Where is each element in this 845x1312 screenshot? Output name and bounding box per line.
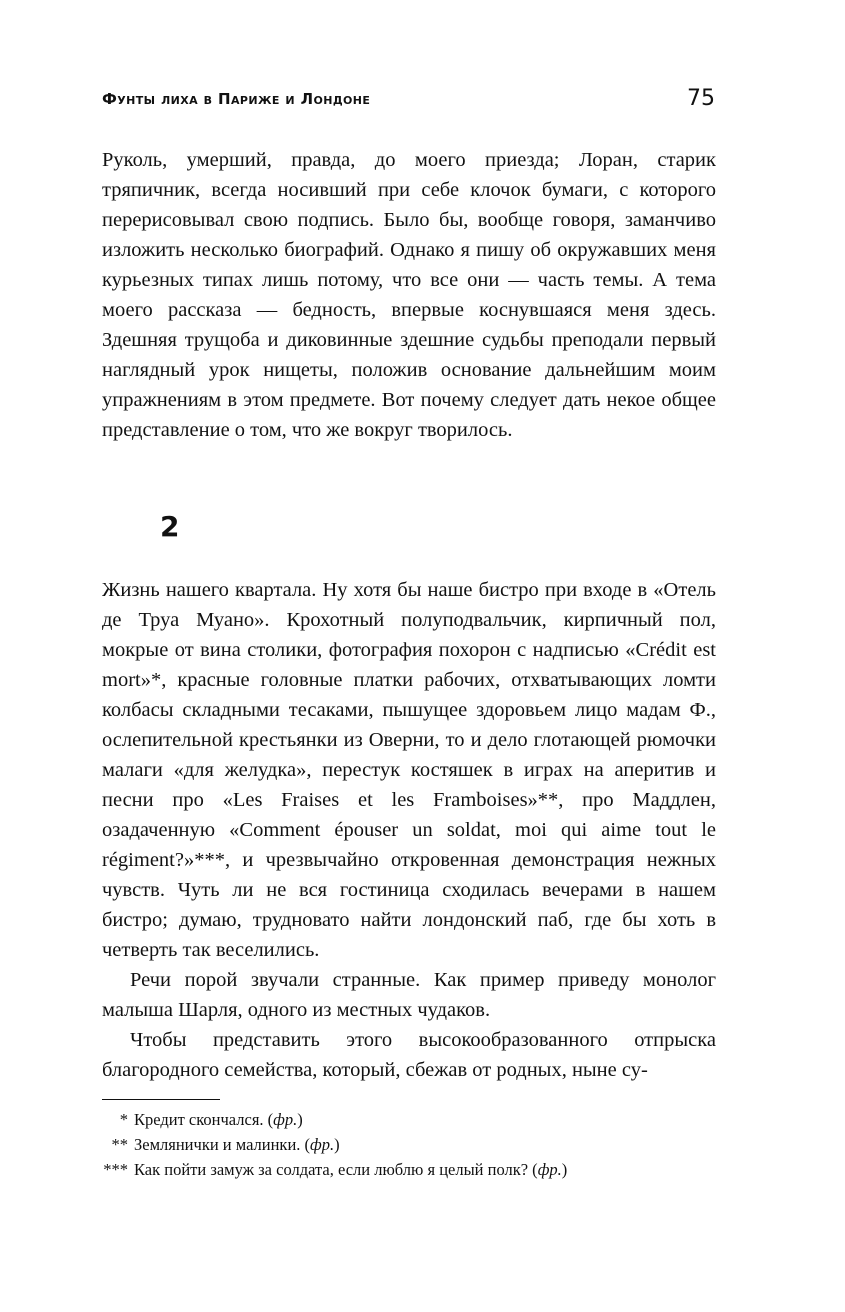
footnote (100, 1107, 720, 1132)
running-title: Фунты лиха в Париже и Лондоне (102, 90, 371, 108)
footnote-text (134, 1157, 567, 1182)
page-number: 75 (687, 86, 715, 111)
paragraph: Речи порой звучали странные. Как пример приведу монолог малыша Шарля, одного из местных чудаков. (102, 969, 716, 1021)
footnote-close: ) (561, 1160, 568, 1179)
footnotes (100, 1107, 720, 1182)
intro-text-block (102, 145, 716, 445)
intro-paragraph: Руколь, умерший, правда, до моего приезда; Лоран, старик тряпичник, всегда носивший при себе клочок бумаги, с которого перерисовывал свою подпись. Было бы, вообще говоря, заманчиво изложить несколько биографий. Однако я пишу об окружавших меня курьезных типах лишь потому, что все они — часть темы. А тема моего рассказа — бедность, впервые коснувшаяся меня здесь. Здешняя трущоба и диковинные здешние судьбы преподали первый наглядный урок нищеты, положив основание дальнейшим моим упражнениям в этом предмете. Вот почему следует дать некое общее представление о том, что же вокруг творилось. (102, 149, 716, 441)
footnote-language-tag: фр. (310, 1135, 335, 1154)
footnote (100, 1157, 720, 1182)
footnote-text (134, 1132, 340, 1157)
footnote-close: ) (334, 1135, 340, 1154)
footnote-body: Как пойти замуж за солдата, если люблю я целый полк? ( (134, 1160, 538, 1179)
footnote-divider (102, 1099, 220, 1100)
main-text-block (102, 575, 716, 1085)
footnote (100, 1132, 720, 1157)
footnote-body: Кредит скончался. ( (134, 1110, 274, 1129)
chapter-number: 2 (160, 510, 180, 543)
footnote-language-tag: фр. (273, 1110, 298, 1129)
footnote-mark: *** (103, 1160, 128, 1179)
footnote-mark: ** (111, 1135, 128, 1154)
footnote-body: Землянички и малинки. ( (134, 1135, 311, 1154)
footnote-language-tag: фр. (537, 1160, 562, 1179)
paragraph: Чтобы представить этого высокообразованного отпрыска благородного семейства, который, сбежав от родных, ныне су- (102, 1029, 716, 1081)
footnote-close: ) (297, 1110, 303, 1129)
paragraph: Жизнь нашего квартала. Ну хотя бы наше бистро при входе в «Отель де Труа Муано». Крохотный полуподвальчик, кирпичный пол, мокрые от вина столики, фотография похорон с надписью «Crédit est mort»*, красные головные платки рабочих, отхватывающих ломти колбасы складными тесаками, пышущее здоровьем лицо мадам Ф., ослепительной крестьянки из Оверни, то и дело глотающей рюмочки малаги «для желудка», перестук костяшек в играх на аперитив и песни про «Les Fraises et les Framboises»**, про Маддлен, озадаченную «Comment épouser un soldat, moi qui aime tout le régiment?»***, и чрезвычайно откровенная демонстрация нежных чувств. Чуть ли не вся гостиница сходилась вечерами в нашем бистро; думаю, трудновато найти лондонский паб, где бы хоть в четверть так веселились. (102, 579, 716, 961)
footnote-text (134, 1107, 303, 1132)
footnote-mark: * (119, 1110, 128, 1129)
